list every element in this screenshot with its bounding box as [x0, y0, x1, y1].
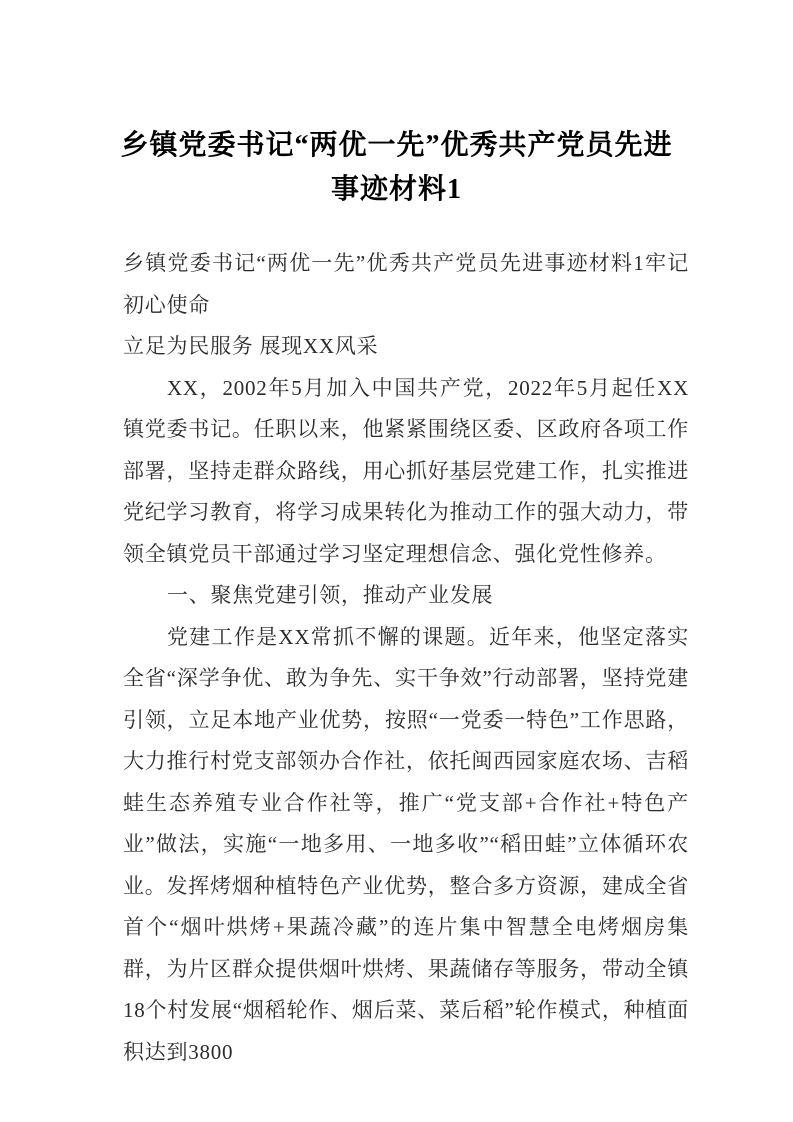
document-body [123, 243, 689, 1073]
section-heading: 一、聚焦党建引领，推动产业发展 [167, 583, 494, 607]
body-paragraph: XX，2002年5月加入中国共产党，2022年5月起任XX镇党委书记。任职以来，他紧紧围绕区委、区政府各项工作部署，坚持走群众路线，用心抓好基层党建工作，扎实推进党纪学习教育，将学习成果转化为推动工作的强大动力，带领全镇党员干部通过学习坚定理想信念、强化党性修养。 [123, 375, 689, 566]
body-paragraph: 立足为民服务 展现XX风采 [123, 334, 379, 358]
document-title: 乡镇党委书记“两优一先”优秀共产党员先进事迹材料1 [120, 130, 673, 205]
body-paragraph: 党建工作是XX常抓不懈的课题。近年来，他坚定落实全省“深学争优、敢为争先、实干争效”行动部署，坚持党建引领，立足本地产业优势，按照“一党委一特色”工作思路，大力推行村党支部领办合作社，依托闽西园家庭农场、吉稻蛙生态养殖专业合作社等，推广“党支部+合作社+特色产业”做法，实施“一地多用、一地多收”“稻田蛙”立体循环农业。发挥烤烟种植特色产业优势，整合多方资源，建成全省首个“烟叶烘烤+果蔬冷藏”的连片集中智慧全电烤烟房集群，为片区群众提供烟叶烘烤、果蔬储存等服务，带动全镇18个村发展“烟稻轮作、烟后菜、菜后稻”轮作模式，种植面积达到3800 [123, 624, 689, 1064]
body-paragraph: 乡镇党委书记“两优一先”优秀共产党员先进事迹材料1牢记初心使命 [123, 251, 689, 317]
